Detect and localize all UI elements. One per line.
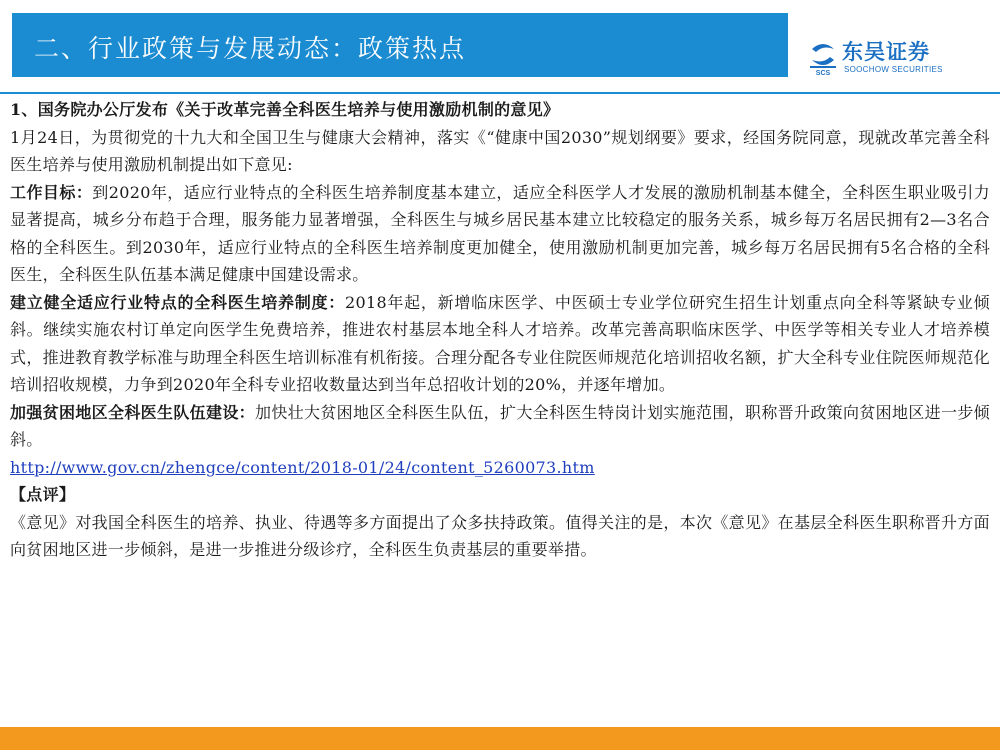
logo-mark-icon bbox=[808, 40, 838, 76]
source-link[interactable]: http://www.gov.cn/zhengce/content/2018-01/24/content_5260073.htm bbox=[10, 457, 595, 477]
page-title: 二、行业政策与发展动态：政策热点 bbox=[34, 34, 467, 63]
article-body bbox=[10, 96, 990, 564]
poor-area-paragraph bbox=[10, 399, 990, 454]
goal-label: 工作目标： bbox=[10, 182, 93, 202]
logo-chinese-name: 东吴证券 bbox=[842, 40, 930, 64]
comment-label: 【点评】 bbox=[10, 485, 76, 504]
title-bar bbox=[12, 13, 788, 77]
comment-paragraph: 《意见》对我国全科医生的培养、执业、待遇等多方面提出了众多扶持政策。值得关注的是，本次《意见》在基层全科医生职称晋升方面向贫困地区进一步倾斜，是进一步推进分级诊疗，全科医生负责基层的重要举措。 bbox=[10, 512, 990, 559]
company-logo bbox=[808, 40, 958, 80]
article-heading-text: 1、国务院办公厅发布《关于改革完善全科医生培养与使用激励机制的意见》 bbox=[10, 100, 560, 119]
source-link-paragraph bbox=[10, 454, 990, 482]
poor-area-text: 加快壮大贫困地区全科医生队伍，扩大全科医生特岗计划实施范围，职称晋升政策向贫困地区进一步倾斜。 bbox=[10, 402, 990, 449]
svg-text:SCS: SCS bbox=[815, 70, 831, 76]
system-label: 建立健全适应行业特点的全科医生培养制度： bbox=[10, 292, 346, 312]
header-divider bbox=[0, 92, 1000, 94]
goal-text: 到2020年，适应行业特点的全科医生培养制度基本建立，适应全科医学人才发展的激励机制基本健全，全科医生职业吸引力显著提高，城乡分布趋于合理，服务能力显著增强，全科医生与城乡居民基本建立比较稳定的服务关系，城乡每万名居民拥有2—3名合格的全科医生。到2030年，适应行业特点的全科医生培养制度更加健全，使用激励机制更加完善，城乡每万名居民拥有5名合格的全科医生，全科医生队伍基本满足健康中国建设需求。 bbox=[10, 182, 990, 284]
system-paragraph bbox=[10, 289, 990, 399]
system-text: 2018年起，新增临床医学、中医硕士专业学位研究生招生计划重点向全科等紧缺专业倾斜。继续实施农村订单定向医学生免费培养，推进农村基层本地全科人才培养。改革完善高职临床医学、中医学等相关专业人才培养模式，推进教育教学标准与助理全科医生培训标准有机衔接。合理分配各专业住院医师规范化培训招收名额，扩大全科专业住院医师规范化培训招收规模，力争到2020年全科专业招收数量达到当年总招收计划的20%，并逐年增加。 bbox=[10, 292, 990, 394]
intro-paragraph: 1月24日，为贯彻党的十九大和全国卫生与健康大会精神，落实《“健康中国2030”规划纲要》要求，经国务院同意，现就改革完善全科医生培养与使用激励机制提出如下意见: bbox=[10, 127, 990, 174]
logo-english-name: SOOCHOW SECURITIES bbox=[844, 65, 943, 74]
footer-bar bbox=[0, 727, 1000, 750]
comment-heading bbox=[10, 481, 990, 509]
poor-area-label: 加强贫困地区全科医生队伍建设： bbox=[10, 402, 256, 422]
goal-paragraph bbox=[10, 179, 990, 289]
article-heading bbox=[10, 96, 990, 124]
